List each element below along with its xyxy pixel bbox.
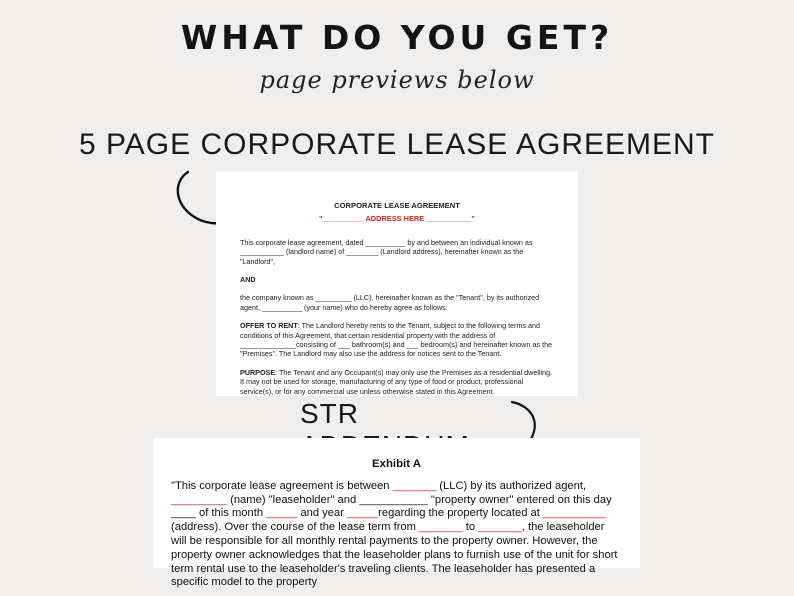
addendum-body (171, 480, 622, 590)
lease-section-title: 5 PAGE CORPORATE LEASE AGREEMENT (78, 128, 716, 161)
lease-address-placeholder: "__________ ADDRESS HERE ___________" (319, 214, 475, 224)
addendum-text: , the leaseholder will be responsible for all monthly rental payments to the property owner. However, the property owner acknowledges that the leaseholder plans to furnish use of the unit for short term rental use to the leaseholder's traveling clients. The leaseholder has presented a specific model to the property (171, 521, 618, 589)
lease-para-offer (240, 321, 554, 359)
lease-para-parties: This corporate lease agreement, dated __________ by and between an individual known as ___________ (landlord name) of ________ (Landlord address), hereinafter known as the "Landlord", (240, 237, 533, 266)
addendum-text: to (462, 521, 479, 534)
addendum-text: and year (297, 507, 348, 520)
exhibit-title: Exhibit A (372, 458, 421, 470)
addendum-blank: _______ (419, 521, 463, 534)
offer-label: OFFER TO RENT (240, 321, 298, 331)
lease-doc-title: CORPORATE LEASE AGREEMENT (334, 201, 460, 210)
addendum-text: (LLC) by its authorized agent, (436, 479, 587, 492)
offer-text: : The Landlord hereby rents to the Tenant, subject to the following terms and conditions of this Agreement, that certain residential property with the address of ______________consisting of ___ bathroom(s) and ___ bedroom(s) and hereinafter known as the "Premises". The Landlord may also use the address for notices sent to the Tenant. (240, 321, 553, 359)
purpose-label: PURPOSE (240, 367, 276, 377)
purpose-text: : The Tenant and any Occupant(s) may only use the Premises as a residential dwelling. It may not be used for storage, manufacturing of any type of food or product, professional service(s), or for any commercial use unless otherwise stated in this Agreement. (240, 367, 553, 396)
addendum-text: (address). Over the course of the lease term from (171, 521, 420, 534)
addendum-blank: _____ (266, 507, 298, 520)
subhead: page previews below (259, 66, 535, 94)
headline: WHAT DO YOU GET? (180, 18, 614, 57)
addendum-page-preview (153, 438, 640, 589)
lease-and: AND (240, 275, 256, 285)
addendum-blank: _______ (478, 521, 522, 534)
addendum-blank: __________ (542, 507, 606, 520)
addendum-text: "This corporate lease agreement is between (171, 479, 393, 492)
lease-page-preview (216, 171, 578, 396)
lease-para-purpose (240, 368, 554, 396)
addendum-section-title: STR (300, 398, 359, 429)
lease-para-company: the company known as _________ (LLC), hereinafter known as the "Tenant", by its authorized agent, __________ (your name) who do hereby agree as follows: (240, 293, 540, 312)
addendum-text: (name) "leaseholder" and ___________ "property owner" entered on this day ____ of this month (171, 493, 612, 520)
addendum-blank: _______ (392, 479, 437, 492)
addendum-blank: _____ (347, 507, 379, 520)
addendum-text: regarding the property located at (378, 507, 543, 520)
addendum-blank: _________ (171, 493, 227, 506)
